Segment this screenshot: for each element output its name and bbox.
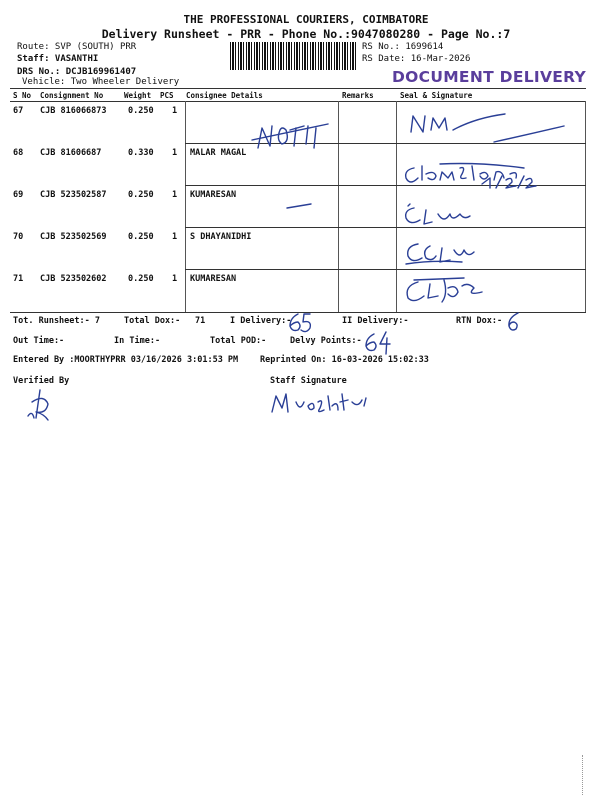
drs-label: DRS No.: DCJB169961407 [17, 67, 137, 77]
tot-runsheet: Tot. Runsheet:- 7 [13, 316, 100, 326]
row-divider [185, 227, 586, 228]
row-pcs: 1 [172, 106, 178, 116]
table-top-rule [10, 88, 586, 89]
col-header-remarks: Remarks [342, 91, 374, 100]
col-header-pcs: PCS [160, 91, 174, 100]
in-time-label: In Time:- [114, 336, 161, 346]
row-divider [185, 269, 586, 270]
rtn-dox-label: RTN Dox:- [456, 316, 503, 326]
row-pcs: 1 [172, 148, 178, 158]
col-header-sno: S No [13, 91, 32, 100]
col-header-consignment: Consignment No [40, 91, 104, 100]
handwritten-signature [402, 274, 492, 308]
vehicle-label: Vehicle: Two Wheeler Delivery [22, 77, 180, 87]
table-header-rule [10, 101, 586, 102]
entered-by: Entered By :MOORTHYPRR 03/16/2026 3:01:53 PM [13, 355, 239, 365]
row-consignee: KUMARESAN [190, 190, 237, 200]
handwritten-i-delivery-value [286, 310, 316, 336]
verified-by-signature [22, 388, 62, 424]
rs-number: RS No.: 1699614 [362, 42, 444, 52]
handwritten-rtn-dox-value [504, 310, 524, 334]
row-consignee: MALAR MAGAL [190, 148, 247, 158]
row-consignment-no: CJB 816066873 [40, 106, 107, 116]
row-consignment-no: CJB 523502602 [40, 274, 107, 284]
staff-signature-label: Staff Signature [270, 376, 347, 386]
handwritten-date-mark [478, 170, 538, 192]
scan-edge-mark [582, 755, 584, 795]
table-right-border [585, 101, 586, 313]
row-weight: 0.250 [128, 274, 154, 284]
col-header-consignee: Consignee Details [186, 91, 263, 100]
handwritten-dash [285, 200, 315, 214]
row-consignment-no: CJB 523502569 [40, 232, 107, 242]
staff-label: Staff: VASANTHI [17, 54, 99, 64]
handwritten-stroke [490, 124, 570, 146]
row-sno: 70 [13, 232, 24, 242]
row-sno: 71 [13, 274, 24, 284]
out-time-label: Out Time:- [13, 336, 65, 346]
row-sno: 67 [13, 106, 24, 116]
route-label: Route: SVP (SOUTH) PRR [17, 42, 137, 52]
company-title: THE PROFESSIONAL COURIERS, COIMBATORE [183, 13, 429, 26]
col-header-weight: Weight [124, 91, 152, 100]
col-header-seal-signature: Seal & Signature [400, 91, 473, 100]
verified-by-label: Verified By [13, 376, 70, 386]
handwritten-signature [402, 236, 482, 268]
barcode [230, 42, 356, 70]
row-consignee: S DHAYANIDHI [190, 232, 252, 242]
total-dox-label: Total Dox:- [124, 316, 181, 326]
runsheet-title: Delivery Runsheet - PRR - Phone No.:9047080280 - Page No.:7 [101, 27, 511, 41]
i-delivery-label: I Delivery:- [230, 316, 292, 326]
row-pcs: 1 [172, 232, 178, 242]
handwritten-signature [400, 202, 480, 230]
reprinted-on: Reprinted On: 16-03-2026 15:02:33 [260, 355, 429, 365]
delvy-points-label: Delvy Points:- [290, 336, 362, 346]
signature-col-separator [396, 101, 397, 313]
row-weight: 0.250 [128, 106, 154, 116]
document-delivery-stamp: DOCUMENT DELIVERY [392, 68, 587, 86]
row-sno: 68 [13, 148, 24, 158]
row-weight: 0.250 [128, 232, 154, 242]
total-dox-value: 71 [195, 316, 206, 326]
staff-signature [268, 388, 378, 418]
ii-delivery-label: II Delivery:- [342, 316, 409, 326]
handwritten-delvy-points-value [362, 330, 392, 356]
row-weight: 0.330 [128, 148, 154, 158]
row-consignee: KUMARESAN [190, 274, 237, 284]
rs-date: RS Date: 16-Mar-2026 [362, 54, 471, 64]
consignee-col-separator [185, 101, 186, 313]
row-consignment-no: CJB 81606687 [40, 148, 102, 158]
row-sno: 69 [13, 190, 24, 200]
row-consignment-no: CJB 523502587 [40, 190, 107, 200]
total-pod-label: Total POD:- [210, 336, 267, 346]
row-pcs: 1 [172, 190, 178, 200]
row-weight: 0.250 [128, 190, 154, 200]
row-pcs: 1 [172, 274, 178, 284]
handwritten-not-mark [250, 118, 340, 158]
